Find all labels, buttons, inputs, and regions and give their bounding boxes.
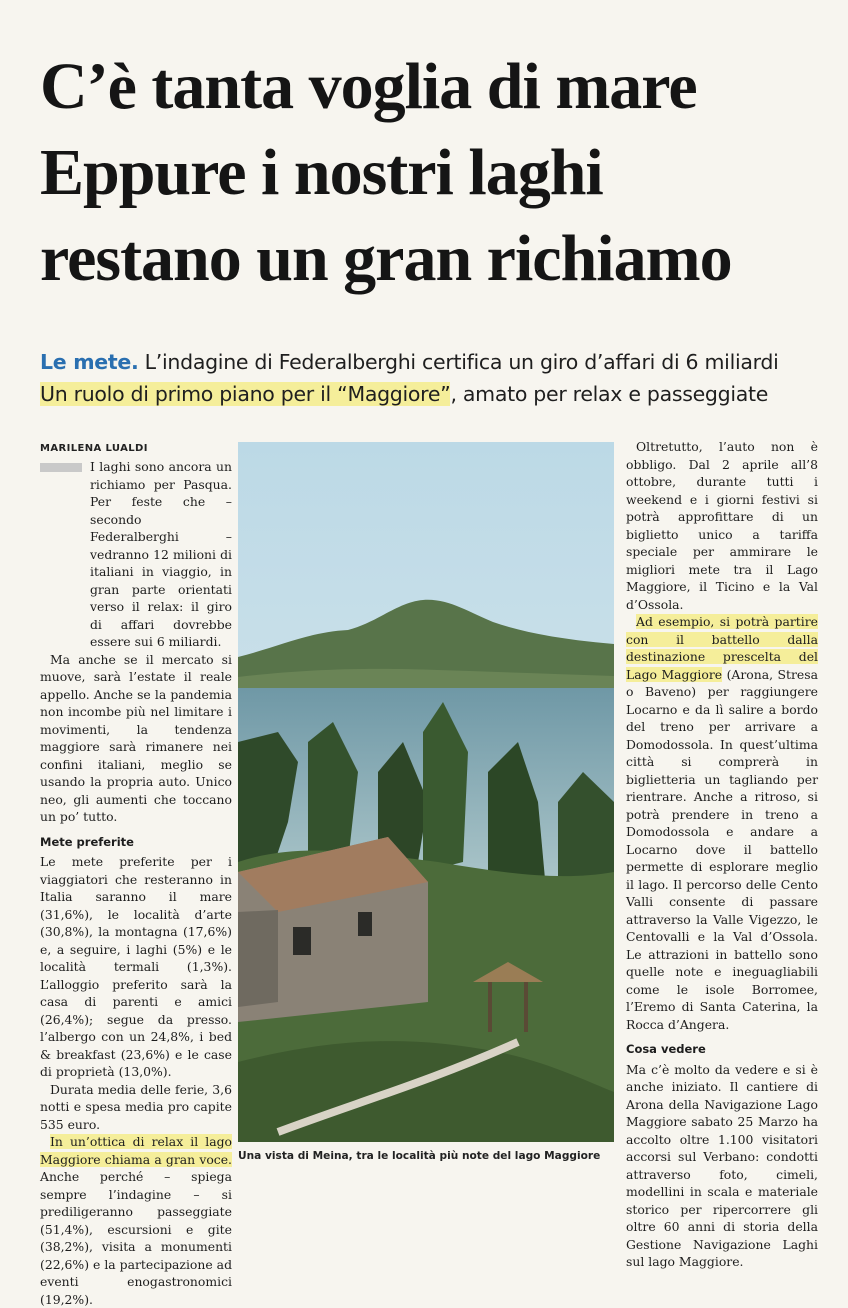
paragraph-text: Anche perché – spiega sempre l’indagine – si prediligeranno passeggiate (51,4%), escursioni e gite (38,2%), visita a monumenti (22,6%) e la partecipazione ad eventi enogastronomici (19,2%). [40,1169,232,1307]
headline-line-1: C’è tanta voglia di mare [40,50,697,123]
subheadline [40,346,820,410]
headline-line-3: restano un gran richiamo [40,222,732,295]
section-heading-mete-preferite: Mete preferite [40,834,134,849]
highlighted-text: Ad esempio, si potrà partire con il battello dalla destinazione prescelta del Lago Maggiore [626,614,818,682]
headline [40,44,820,302]
subheadline-line-2 [40,378,820,410]
lake-maggiore-photo [238,442,614,1142]
subheadline-text-2: , amato per relax e passeggiate [450,382,769,406]
paragraph: Ma anche se il mercato si muove, sarà l’estate il reale appello. Anche se la pandemia non incombe più nel limitare i movimenti, la tendenza maggiore sarà rimanere nei confini italiani, meglio se usando la propria auto. Unico neo, gli aumenti che toccano un po’ tutto. [40,651,232,824]
highlighted-text: In un’ottica di relax il lago Maggiore chiama a gran voce. [40,1134,232,1167]
paragraph: Le mete preferite per i viaggiatori che resteranno in Italia saranno il mare (31,6%), le località d’arte (30,8%), la montagna (17,6%) e, a seguire, i laghi (5%) e le località termali (1,3%). L’alloggio preferito sarà la casa di parenti e amici (26,4%); segue da presso. l’albergo con un 24,8%, i bed & breakfast (23,6%) e le case di proprietà (13,0%). [40,854,232,1079]
headline-line-2: Eppure i nostri laghi [40,136,603,209]
paragraph: Durata media delle ferie, 3,6 notti e spesa media pro capite 535 euro. [40,1081,232,1132]
byline: MARILENA LUALDI [40,443,148,454]
paragraph: Oltretutto, l’auto non è obbligo. Dal 2 aprile all’8 ottobre, durante tutti i weekend e i giorni festivi si potrà approfittare di un biglietto unico a tariffa speciale per ammirare le migliori mete tra il Lago Maggiore, il Ticino e la Val d’Ossola. [626,439,818,612]
article-column-right [626,438,818,1271]
paragraph-text: (Arona, Stresa o Baveno) per raggiungere Locarno e da lì salire a bordo del treno per arrivare a Domodossola. In quest’ultima città si comprerà in biglietteria un tagliando per rientrare. Anche a ritroso, si potrà prendere in treno a Domodossola e andare a Locarno dove il battello permette di esplorare meglio il lago. Il percorso delle Cento Valli consente di passare attraverso la Valle Vigezzo, le Centovalli e la Val d’Ossola. Le attrazioni in battello sono quelle note e ineguagliabili come le isole Borromee, l’Eremo di Santa Caterina, la Rocca d’Angera. [626,666,818,1032]
intro-paragraph: I laghi sono ancora un richiamo per Pasqua. Per feste che – secondo Federalberghi – vedranno 12 milioni di italiani in viaggio, in gran parte orientati verso il relax: il giro di affari dovrebbe essere sui 6 miliardi. [90,459,232,649]
paragraph: Ma c’è molto da vedere e si è anche iniziato. Il cantiere di Arona della Navigazione Lago Maggiore sabato 25 Marzo ha accolto oltre 1.100 visitatori accorsi sul Verbano: condotti attraverso foto, cimeli, modellini in scala e materiale storico per ripercorrere gli oltre 60 anni di storia della Gestione Navigazione Laghi sul lago Maggiore. [626,1061,818,1269]
paragraph [626,613,818,1033]
lake-photo [238,442,614,1142]
subheadline-highlight: Un ruolo di primo piano per il “Maggiore” [40,382,451,406]
subheadline-line-1 [40,346,820,378]
section-heading-cosa-vedere: Cosa vedere [626,1042,706,1056]
paragraph [40,1133,232,1308]
photo-caption: Una vista di Meina, tra le località più note del lago Maggiore [238,1150,601,1162]
subheadline-text-1: L’indagine di Federalberghi certifica un giro d’affari di 6 miliardi [138,350,779,374]
article-column-left [40,458,232,1308]
kicker-label: Le mete. [40,350,139,374]
